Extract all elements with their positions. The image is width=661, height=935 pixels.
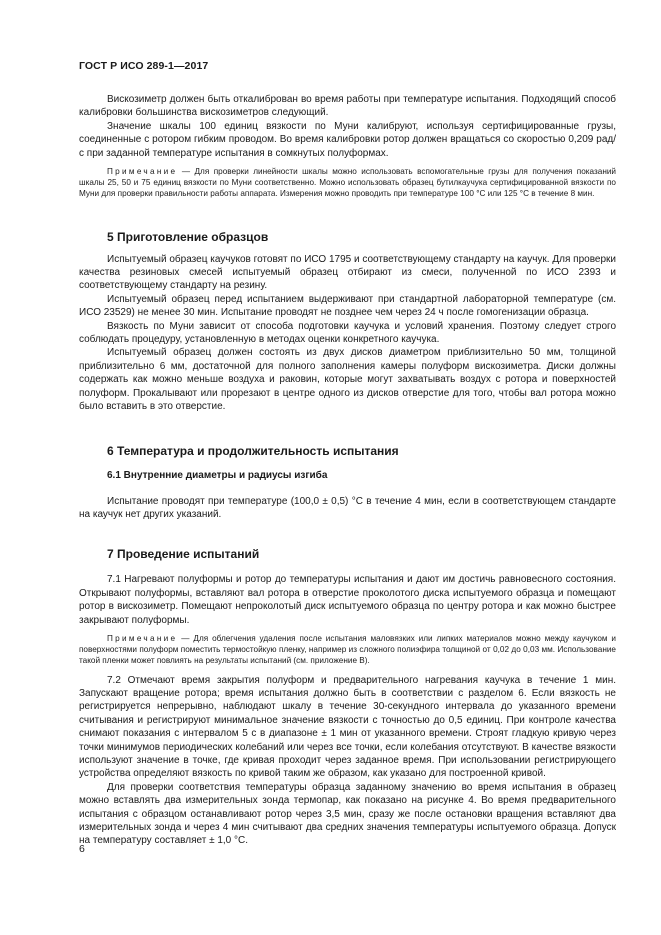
section-5-paragraph-2: Испытуемый образец перед испытанием выдерживают при стандартной лабораторной температуре (см. ИСО 23529) не менее 30 мин. Испытание проводят не позднее чем через 24 ч после гомогенизации образца. [79,293,616,319]
section-5-heading: 5 Приготовление образцов [107,229,269,244]
section-7-paragraph-1: 7.1 Нагревают полуформы и ротор до температуры испытания и дают им достичь равновесного состояния. Открывают полуформы, вставляют вал ротора в отверстие проколотого диска испытуемого образца и помещают ротор в вискозиметр. Помещают непроколотый диск испытуемого образца по центру ротора и как можно быстрее закрывают полуформы. [79,574,616,626]
note-text: — Для облегчения удаления после испытания маловязких или липких материалов можно между каучуком и поверхностями полуформ поместить термостойкую пленку, например из сложного полиэфира толщиной от 0,02 до 0,03 мм. Использование такой пленки может повлиять на результаты испытаний (см. приложение В). [79,633,616,666]
intro-paragraph-1: Вискозиметр должен быть откалиброван во время работы при температуре испытания. Подходящий способ калибровки большинства вискозиметров следующий. [79,94,616,119]
note-label: Примечание [107,167,178,177]
section-6-1-heading: 6.1 Внутренние диаметры и радиусы изгиба [107,469,328,481]
standard-header: ГОСТ Р ИСО 289-1—2017 [79,60,209,72]
section-6-paragraph-1: Испытание проводят при температуре (100,0 ± 0,5) °С в течение 4 мин, если в соответствующем стандарте на каучук нет других указаний. [79,495,616,520]
section-5-paragraph-3: Вязкость по Муни зависит от способа подготовки каучука и условий хранения. Поэтому следует строго соблюдать процедуру, установленную в методах оценки конкретного каучука. [79,320,616,346]
intro-note [79,166,616,200]
page-number: 6 [79,843,85,855]
section-7-paragraph-3: Для проверки соответствия температуры образца заданному значению во время испытания в образец можно вставлять два измерительных зонда термопар, как показано на рисунке 4. Во время предварительного испытания с образцом останавливают ротор через 3,5 мин, сразу же после остановки вращения вставляют два измерительных зонда и через 4 мин считывают два средних значения температуры испытуемого образца. Допуск на температуру составляет ± 1,0 °С. [79,781,616,847]
note-label: Примечание [107,633,178,643]
section-5-paragraph-1: Испытуемый образец каучуков готовят по ИСО 1795 и соответствующему стандарту на каучук. Для проверки качества резиновых смесей испытуемый образец отбирают из смеси, полученной по ИСО 2393 и соответствующему стандарту на резину. [79,253,616,292]
section-7-note [79,633,616,667]
note-text: — Для проверки линейности шкалы можно использовать вспомогательные грузы для получения показаний шкалы 25, 50 и 75 единиц вязкости по Муни соответственно. Можно использовать образец бутилкаучука сертифицированной вязкости по Муни для проверки правильности работы аппарата. Измерения можно проводить при температуре 100 °С или 125 °С в течение 8 мин. [79,167,616,199]
section-7-paragraph-2: 7.2 Отмечают время закрытия полуформ и предварительного нагревания каучука в течение 1 мин. Запускают вращение ротора; время испытания должно быть в соответствии с разделом 6. Если вязкость не регистрируется непрерывно, наблюдают шкалу в течение 30-секундного интервала до указанного времени считывания и регистрируют минимальное значение вязкости с точностью до 0,5 единиц. При контроле качества снимают показания с интервалом 5 с в диапазоне ± 1 мин от указанного времени. Строят гладкую кривую через точки минимумов периодических колебаний или через все точки, если колебания отсутствуют. В качестве вязкости используют значение в точке, где кривая проходит через заданное время. При использовании регистрирующего устройства определяют вязкость по кривой таким же образом, как указано для построенной кривой. [79,674,616,780]
section-6-heading: 6 Температура и продолжительность испытания [107,443,399,458]
page-content [79,93,616,848]
intro-paragraph-2: Значение шкалы 100 единиц вязкости по Муни калибруют, используя сертифицированные грузы, соединенные с ротором гибким проводом. Во время калибровки ротор должен вращаться со скоростью 0,209 рад/с при заданной температуре испытания в сомкнутых полуформах. [79,120,616,159]
section-7-heading: 7 Проведение испытаний [107,547,260,562]
section-5-paragraph-4: Испытуемый образец должен состоять из двух дисков диаметром приблизительно 50 мм, толщиной приблизительно 6 мм, достаточной для полного заполнения камеры полуформ вискозиметра. Диски должны содержать как можно меньше воздуха и раковин, которые могут захватывать воздух с ротора и поверхностей полуформ. Прокалывают или прорезают в центре одного из дисков отверстие для того, чтобы вал ротора можно было вставить в это отверстие. [79,347,616,413]
